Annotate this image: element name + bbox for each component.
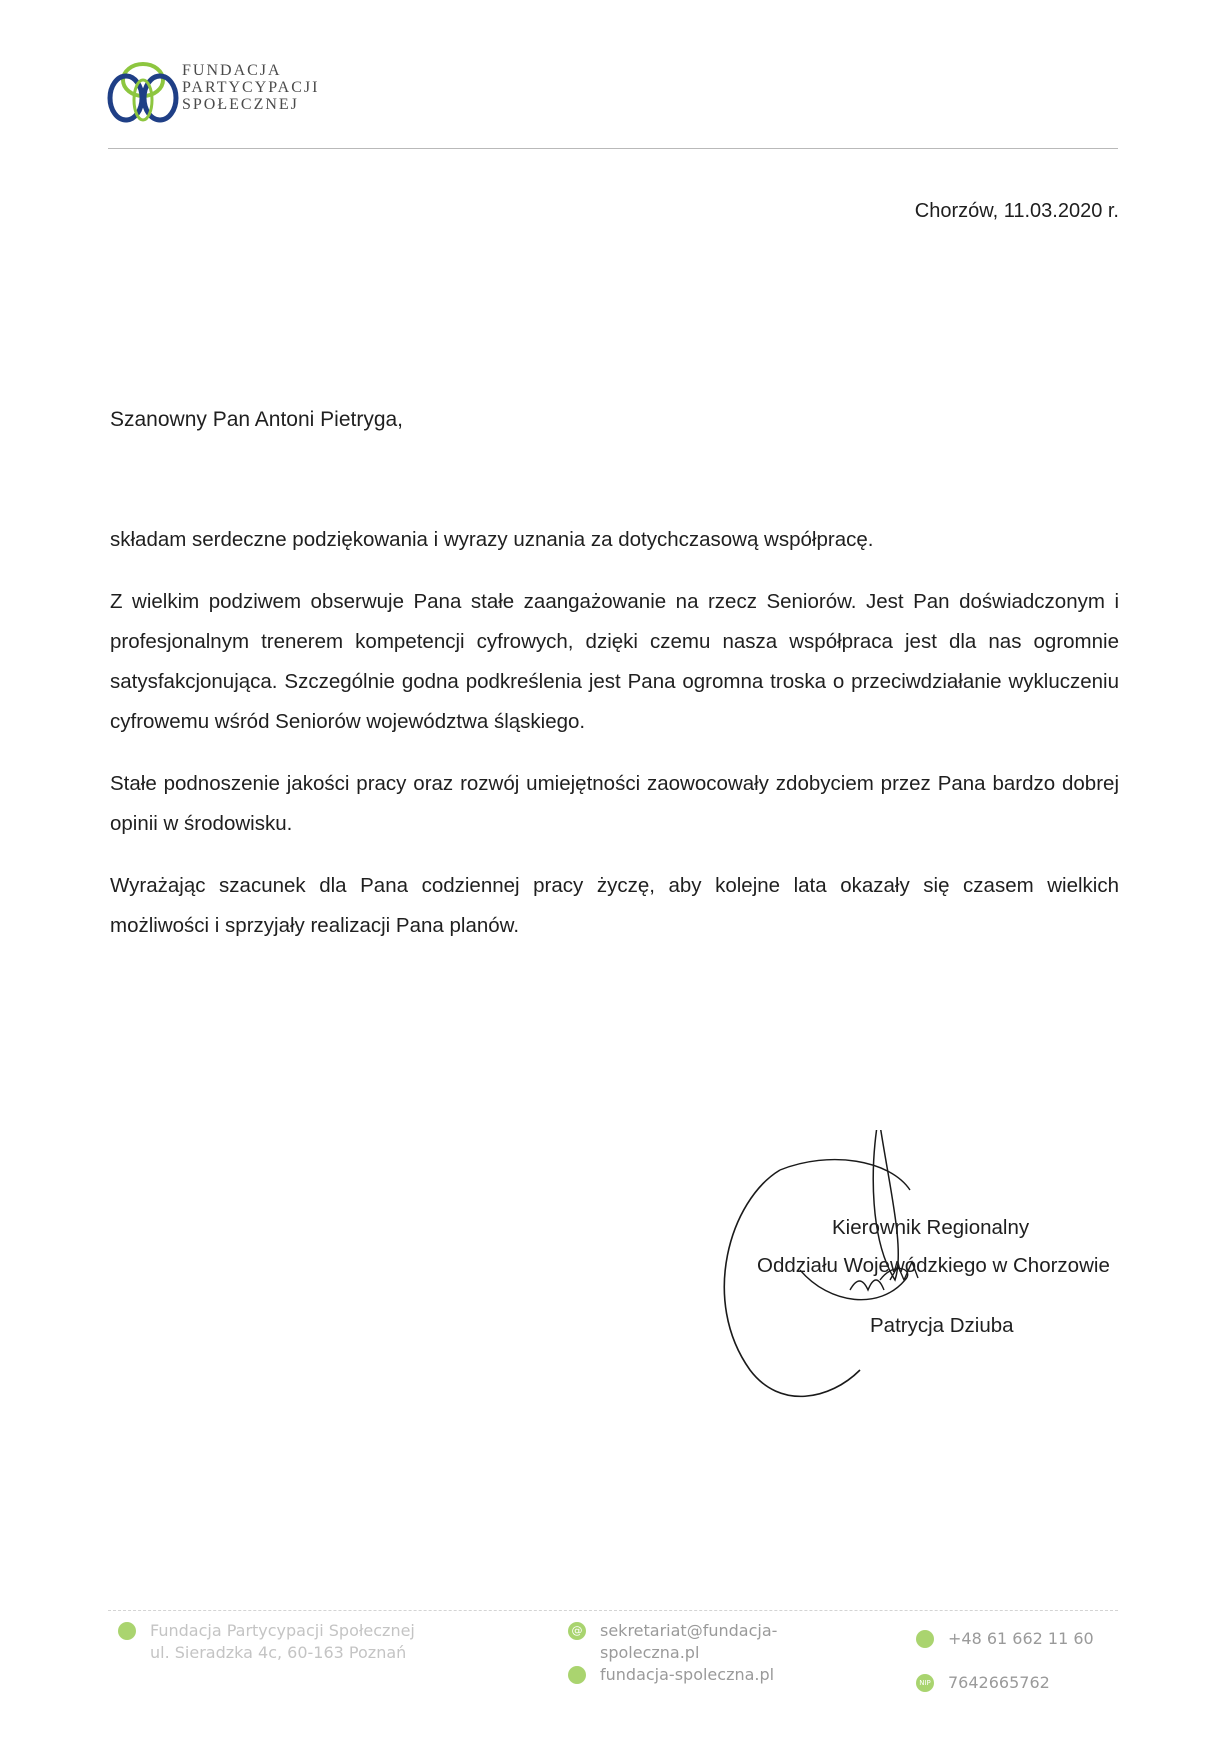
footer-address-item: [118, 1620, 478, 1664]
phone-icon: [916, 1630, 934, 1648]
organization-name-line-3: SPOŁECZNEJ: [182, 96, 299, 113]
salutation: Szanowny Pan Antoni Pietryga,: [110, 408, 404, 431]
letter-date: Chorzów, 11.03.2020 r.: [914, 200, 1119, 222]
body-paragraph-4: Wyrażając szacunek dla Pana codziennej pracy życzę, aby kolejne lata okazały się czasem wielkich możliwości i sprzyjały realizacji Pana planów.: [110, 874, 1119, 937]
footer-contact: [568, 1620, 868, 1686]
body-paragraph-1: składam serdeczne podziękowania i wyrazy uznania za dotychczasową współpracę.: [110, 528, 874, 551]
footer-nip-item: [916, 1672, 1136, 1694]
nip-icon: NIP: [916, 1674, 934, 1692]
letter-body: [110, 520, 1119, 968]
footer-email-item: [568, 1620, 868, 1664]
organization-name: [182, 62, 319, 113]
signer-name: Patrycja Dziuba: [870, 1314, 1014, 1337]
footer-address: [118, 1620, 478, 1664]
web-icon: [568, 1666, 586, 1684]
header-divider: [108, 148, 1118, 149]
location-icon: [118, 1622, 136, 1640]
footer-email-line-2[interactable]: spoleczna.pl: [600, 1643, 700, 1662]
body-paragraph-2: Z wielkim podziwem obserwuje Pana stałe zaangażowanie na rzecz Seniorów. Jest Pan doświadczonym i profesjonalnym trenerem kompetencji cyfrowych, dzięki czemu nasza współpraca jest dla nas ogromnie satysfakcjonująca. Szczególnie godna podkreślenia jest Pana ogromna troska o przeciwdziałanie wykluczeniu cyfrowemu wśród Seniorów województwa śląskiego.: [110, 590, 1119, 733]
email-icon: @: [568, 1622, 586, 1640]
footer-phone-item: [916, 1628, 1136, 1650]
body-paragraph-3: Stałe podnoszenie jakości pracy oraz rozwój umiejętności zaowocowały zdobyciem przez Pana bardzo dobrej opinii w środowisku.: [110, 772, 1119, 835]
footer-website-item: [568, 1664, 868, 1686]
footer-phone: +48 61 662 11 60: [948, 1629, 1094, 1648]
footer-address-line-1: Fundacja Partycypacji Społecznej: [150, 1621, 415, 1640]
footer: [0, 1620, 1231, 1750]
interlocking-rings-logo-icon: [106, 58, 180, 126]
organization-name-line-2: PARTYCYPACJI: [182, 79, 320, 96]
letterhead: [106, 52, 506, 142]
organization-name-line-1: FUNDACJA: [182, 62, 282, 79]
signer-title-line-1: Kierownik Regionalny: [832, 1216, 1030, 1239]
footer-divider: [108, 1610, 1118, 1611]
footer-nip: 7642665762: [948, 1673, 1050, 1692]
footer-email-line-1[interactable]: sekretariat@fundacja-: [600, 1621, 778, 1640]
footer-ids: [916, 1628, 1136, 1694]
signer-title-line-2: Oddziału Wojewódzkiego w Chorzowie: [757, 1254, 1110, 1277]
footer-website[interactable]: fundacja-spoleczna.pl: [600, 1665, 775, 1684]
footer-address-line-2: ul. Sieradzka 4c, 60-163 Poznań: [150, 1643, 407, 1662]
